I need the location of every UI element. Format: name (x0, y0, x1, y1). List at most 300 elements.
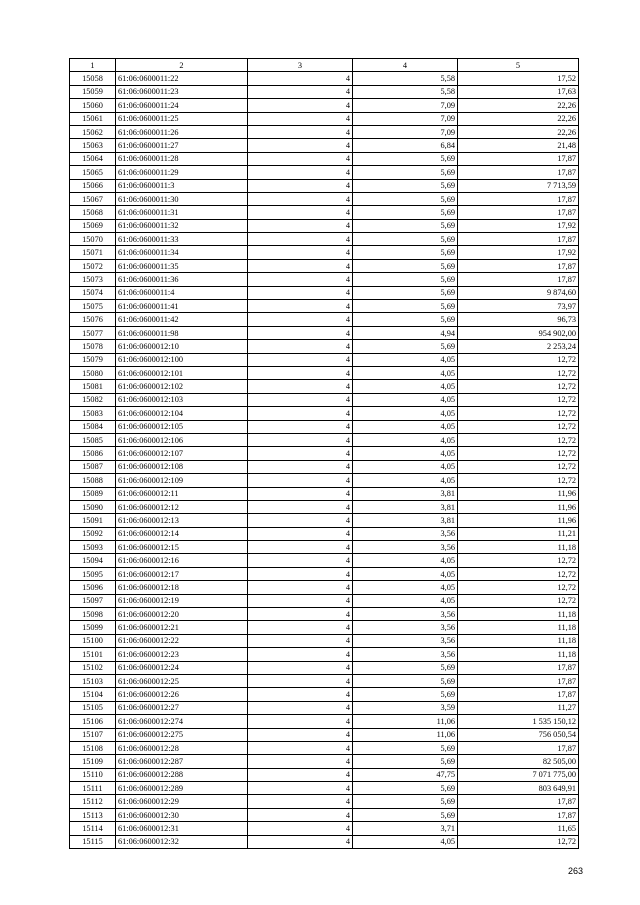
rate-cell: 4,05 (353, 353, 458, 366)
rate-cell: 4,05 (353, 567, 458, 580)
rate-cell: 5,69 (353, 192, 458, 205)
category-cell: 4 (248, 768, 353, 781)
rate-cell: 4,05 (353, 594, 458, 607)
table-row (70, 527, 579, 540)
category-cell: 4 (248, 72, 353, 85)
rate-cell: 11,06 (353, 715, 458, 728)
row-number-cell: 15074 (70, 286, 116, 299)
cadastral-number-cell: 61:06:0600012:21 (116, 621, 248, 634)
cadastral-number-cell: 61:06:0600011:33 (116, 233, 248, 246)
table-row (70, 259, 579, 272)
cadastral-number-cell: 61:06:0600012:20 (116, 608, 248, 621)
table-row (70, 206, 579, 219)
amount-cell: 17,87 (458, 233, 579, 246)
category-cell: 4 (248, 380, 353, 393)
table-row (70, 487, 579, 500)
row-number-cell: 15084 (70, 420, 116, 433)
table-row (70, 715, 579, 728)
category-cell: 4 (248, 219, 353, 232)
category-cell: 4 (248, 313, 353, 326)
table-row (70, 353, 579, 366)
row-number-cell: 15066 (70, 179, 116, 192)
rate-cell: 5,69 (353, 233, 458, 246)
cadastral-number-cell: 61:06:0600012:32 (116, 835, 248, 848)
cadastral-number-cell: 61:06:0600011:30 (116, 192, 248, 205)
cadastral-number-cell: 61:06:0600011:3 (116, 179, 248, 192)
amount-cell: 17,87 (458, 808, 579, 821)
cadastral-number-cell: 61:06:0600012:104 (116, 407, 248, 420)
category-cell: 4 (248, 487, 353, 500)
row-number-cell: 15102 (70, 661, 116, 674)
rate-cell: 4,05 (353, 460, 458, 473)
row-number-cell: 15065 (70, 166, 116, 179)
category-cell: 4 (248, 634, 353, 647)
amount-cell: 82 505,00 (458, 755, 579, 768)
row-number-cell: 15073 (70, 273, 116, 286)
table-row (70, 621, 579, 634)
amount-cell: 17,87 (458, 795, 579, 808)
amount-cell: 17,92 (458, 246, 579, 259)
row-number-cell: 15067 (70, 192, 116, 205)
amount-cell: 22,26 (458, 112, 579, 125)
rate-cell: 4,05 (353, 407, 458, 420)
row-number-cell: 15089 (70, 487, 116, 500)
table-row (70, 192, 579, 205)
cadastral-number-cell: 61:06:0600011:26 (116, 125, 248, 138)
row-number-cell: 15112 (70, 795, 116, 808)
table-row (70, 822, 579, 835)
category-cell: 4 (248, 648, 353, 661)
data-table (69, 58, 579, 849)
amount-cell: 1 535 150,12 (458, 715, 579, 728)
category-cell: 4 (248, 447, 353, 460)
table-row (70, 273, 579, 286)
table-row (70, 594, 579, 607)
column-header-2: 2 (116, 59, 248, 72)
amount-cell: 9 874,60 (458, 286, 579, 299)
category-cell: 4 (248, 152, 353, 165)
table-body (70, 72, 579, 849)
category-cell: 4 (248, 701, 353, 714)
amount-cell: 22,26 (458, 99, 579, 112)
row-number-cell: 15103 (70, 674, 116, 687)
cadastral-number-cell: 61:06:0600012:16 (116, 554, 248, 567)
category-cell: 4 (248, 715, 353, 728)
rate-cell: 4,05 (353, 581, 458, 594)
rate-cell: 5,58 (353, 85, 458, 98)
row-number-cell: 15091 (70, 514, 116, 527)
category-cell: 4 (248, 206, 353, 219)
rate-cell: 5,69 (353, 782, 458, 795)
cadastral-number-cell: 61:06:0600012:17 (116, 567, 248, 580)
cadastral-number-cell: 61:06:0600012:24 (116, 661, 248, 674)
category-cell: 4 (248, 366, 353, 379)
amount-cell: 12,72 (458, 581, 579, 594)
amount-cell: 12,72 (458, 393, 579, 406)
rate-cell: 4,05 (353, 433, 458, 446)
cadastral-number-cell: 61:06:0600012:274 (116, 715, 248, 728)
amount-cell: 11,27 (458, 701, 579, 714)
cadastral-number-cell: 61:06:0600011:28 (116, 152, 248, 165)
table-row (70, 755, 579, 768)
amount-cell: 11,18 (458, 608, 579, 621)
amount-cell: 12,72 (458, 407, 579, 420)
amount-cell: 954 902,00 (458, 326, 579, 339)
amount-cell: 17,87 (458, 273, 579, 286)
cadastral-number-cell: 61:06:0600011:36 (116, 273, 248, 286)
category-cell: 4 (248, 782, 353, 795)
cadastral-number-cell: 61:06:0600012:26 (116, 688, 248, 701)
table-row (70, 125, 579, 138)
category-cell: 4 (248, 340, 353, 353)
rate-cell: 4,05 (353, 380, 458, 393)
row-number-cell: 15095 (70, 567, 116, 580)
cadastral-number-cell: 61:06:0600011:22 (116, 72, 248, 85)
row-number-cell: 15093 (70, 541, 116, 554)
row-number-cell: 15092 (70, 527, 116, 540)
category-cell: 4 (248, 835, 353, 848)
cadastral-number-cell: 61:06:0600012:10 (116, 340, 248, 353)
amount-cell: 17,92 (458, 219, 579, 232)
amount-cell: 17,87 (458, 741, 579, 754)
table-row (70, 313, 579, 326)
row-number-cell: 15111 (70, 782, 116, 795)
cadastral-number-cell: 61:06:0600012:12 (116, 500, 248, 513)
amount-cell: 17,87 (458, 674, 579, 687)
category-cell: 4 (248, 741, 353, 754)
table-row (70, 474, 579, 487)
table-row (70, 326, 579, 339)
rate-cell: 5,69 (353, 206, 458, 219)
cadastral-number-cell: 61:06:0600011:98 (116, 326, 248, 339)
amount-cell: 96,73 (458, 313, 579, 326)
table-row (70, 567, 579, 580)
cadastral-number-cell: 61:06:0600012:109 (116, 474, 248, 487)
amount-cell: 12,72 (458, 447, 579, 460)
amount-cell: 11,96 (458, 487, 579, 500)
category-cell: 4 (248, 661, 353, 674)
table-row (70, 72, 579, 85)
amount-cell: 12,72 (458, 835, 579, 848)
cadastral-number-cell: 61:06:0600011:32 (116, 219, 248, 232)
category-cell: 4 (248, 808, 353, 821)
row-number-cell: 15099 (70, 621, 116, 634)
cadastral-number-cell: 61:06:0600012:31 (116, 822, 248, 835)
table-row (70, 661, 579, 674)
table-row (70, 366, 579, 379)
category-cell: 4 (248, 407, 353, 420)
amount-cell: 17,87 (458, 152, 579, 165)
category-cell: 4 (248, 755, 353, 768)
row-number-cell: 15071 (70, 246, 116, 259)
category-cell: 4 (248, 474, 353, 487)
category-cell: 4 (248, 500, 353, 513)
row-number-cell: 15113 (70, 808, 116, 821)
rate-cell: 4,05 (353, 393, 458, 406)
rate-cell: 5,69 (353, 340, 458, 353)
amount-cell: 11,21 (458, 527, 579, 540)
amount-cell: 12,72 (458, 474, 579, 487)
cadastral-number-cell: 61:06:0600011:23 (116, 85, 248, 98)
rate-cell: 6,84 (353, 139, 458, 152)
rate-cell: 4,05 (353, 554, 458, 567)
table-row (70, 795, 579, 808)
category-cell: 4 (248, 460, 353, 473)
table-row (70, 674, 579, 687)
category-cell: 4 (248, 514, 353, 527)
table-row (70, 688, 579, 701)
row-number-cell: 15100 (70, 634, 116, 647)
rate-cell: 3,56 (353, 527, 458, 540)
category-cell: 4 (248, 541, 353, 554)
rate-cell: 3,81 (353, 514, 458, 527)
table-row (70, 835, 579, 848)
amount-cell: 12,72 (458, 554, 579, 567)
row-number-cell: 15081 (70, 380, 116, 393)
rate-cell: 4,05 (353, 474, 458, 487)
rate-cell: 5,69 (353, 741, 458, 754)
cadastral-number-cell: 61:06:0600011:29 (116, 166, 248, 179)
row-number-cell: 15059 (70, 85, 116, 98)
rate-cell: 5,69 (353, 313, 458, 326)
cadastral-number-cell: 61:06:0600012:27 (116, 701, 248, 714)
category-cell: 4 (248, 166, 353, 179)
amount-cell: 11,65 (458, 822, 579, 835)
amount-cell: 11,96 (458, 514, 579, 527)
amount-cell: 17,87 (458, 206, 579, 219)
row-number-cell: 15115 (70, 835, 116, 848)
category-cell: 4 (248, 608, 353, 621)
row-number-cell: 15063 (70, 139, 116, 152)
category-cell: 4 (248, 527, 353, 540)
cadastral-number-cell: 61:06:0600011:31 (116, 206, 248, 219)
column-header-4: 4 (353, 59, 458, 72)
amount-cell: 12,72 (458, 460, 579, 473)
rate-cell: 5,69 (353, 808, 458, 821)
row-number-cell: 15086 (70, 447, 116, 460)
table-row (70, 99, 579, 112)
row-number-cell: 15098 (70, 608, 116, 621)
table-row (70, 380, 579, 393)
rate-cell: 3,56 (353, 634, 458, 647)
row-number-cell: 15101 (70, 648, 116, 661)
table-row (70, 808, 579, 821)
rate-cell: 5,69 (353, 300, 458, 313)
amount-cell: 12,72 (458, 353, 579, 366)
cadastral-number-cell: 61:06:0600011:4 (116, 286, 248, 299)
amount-cell: 11,96 (458, 500, 579, 513)
table-row (70, 219, 579, 232)
rate-cell: 5,69 (353, 152, 458, 165)
row-number-cell: 15070 (70, 233, 116, 246)
category-cell: 4 (248, 554, 353, 567)
rate-cell: 5,69 (353, 795, 458, 808)
cadastral-number-cell: 61:06:0600012:287 (116, 755, 248, 768)
column-header-3: 3 (248, 59, 353, 72)
cadastral-number-cell: 61:06:0600012:22 (116, 634, 248, 647)
row-number-cell: 15085 (70, 433, 116, 446)
amount-cell: 7 713,59 (458, 179, 579, 192)
table-row (70, 152, 579, 165)
category-cell: 4 (248, 125, 353, 138)
table-header (70, 59, 579, 72)
cadastral-number-cell: 61:06:0600011:34 (116, 246, 248, 259)
cadastral-number-cell: 61:06:0600011:24 (116, 99, 248, 112)
row-number-cell: 15114 (70, 822, 116, 835)
rate-cell: 3,71 (353, 822, 458, 835)
rate-cell: 3,59 (353, 701, 458, 714)
cadastral-number-cell: 61:06:0600012:25 (116, 674, 248, 687)
row-number-cell: 15088 (70, 474, 116, 487)
amount-cell: 22,26 (458, 125, 579, 138)
table-row (70, 166, 579, 179)
amount-cell: 12,72 (458, 380, 579, 393)
table-row (70, 286, 579, 299)
rate-cell: 7,09 (353, 125, 458, 138)
rate-cell: 47,75 (353, 768, 458, 781)
rate-cell: 7,09 (353, 112, 458, 125)
rate-cell: 11,06 (353, 728, 458, 741)
amount-cell: 756 050,54 (458, 728, 579, 741)
row-number-cell: 15077 (70, 326, 116, 339)
row-number-cell: 15062 (70, 125, 116, 138)
rate-cell: 3,56 (353, 648, 458, 661)
table-row (70, 407, 579, 420)
cadastral-number-cell: 61:06:0600012:100 (116, 353, 248, 366)
rate-cell: 3,81 (353, 500, 458, 513)
amount-cell: 17,87 (458, 688, 579, 701)
rate-cell: 4,94 (353, 326, 458, 339)
amount-cell: 17,87 (458, 192, 579, 205)
category-cell: 4 (248, 433, 353, 446)
cadastral-number-cell: 61:06:0600012:105 (116, 420, 248, 433)
rate-cell: 5,69 (353, 179, 458, 192)
row-number-cell: 15082 (70, 393, 116, 406)
row-number-cell: 15075 (70, 300, 116, 313)
rate-cell: 5,58 (353, 72, 458, 85)
table-row (70, 768, 579, 781)
category-cell: 4 (248, 259, 353, 272)
table-row (70, 233, 579, 246)
cadastral-number-cell: 61:06:0600012:106 (116, 433, 248, 446)
cadastral-number-cell: 61:06:0600012:30 (116, 808, 248, 821)
rate-cell: 4,05 (353, 420, 458, 433)
row-number-cell: 15096 (70, 581, 116, 594)
category-cell: 4 (248, 192, 353, 205)
rate-cell: 5,69 (353, 259, 458, 272)
column-header-1: 1 (70, 59, 116, 72)
table-row (70, 179, 579, 192)
rate-cell: 4,05 (353, 447, 458, 460)
row-number-cell: 15109 (70, 755, 116, 768)
table-row (70, 393, 579, 406)
category-cell: 4 (248, 286, 353, 299)
cadastral-number-cell: 61:06:0600012:19 (116, 594, 248, 607)
category-cell: 4 (248, 233, 353, 246)
rate-cell: 7,09 (353, 99, 458, 112)
table-row (70, 460, 579, 473)
category-cell: 4 (248, 594, 353, 607)
table-row (70, 782, 579, 795)
amount-cell: 11,18 (458, 648, 579, 661)
rate-cell: 5,69 (353, 688, 458, 701)
rate-cell: 5,69 (353, 674, 458, 687)
rate-cell: 3,56 (353, 541, 458, 554)
row-number-cell: 15094 (70, 554, 116, 567)
cadastral-number-cell: 61:06:0600012:275 (116, 728, 248, 741)
rate-cell: 4,05 (353, 835, 458, 848)
rate-cell: 5,69 (353, 246, 458, 259)
cadastral-number-cell: 61:06:0600012:28 (116, 741, 248, 754)
table-row (70, 433, 579, 446)
amount-cell: 17,87 (458, 259, 579, 272)
cadastral-number-cell: 61:06:0600012:18 (116, 581, 248, 594)
cadastral-number-cell: 61:06:0600011:27 (116, 139, 248, 152)
row-number-cell: 15110 (70, 768, 116, 781)
cadastral-number-cell: 61:06:0600011:42 (116, 313, 248, 326)
category-cell: 4 (248, 420, 353, 433)
table-row (70, 741, 579, 754)
table-row (70, 112, 579, 125)
amount-cell: 11,18 (458, 634, 579, 647)
table-row (70, 139, 579, 152)
category-cell: 4 (248, 139, 353, 152)
amount-cell: 11,18 (458, 541, 579, 554)
category-cell: 4 (248, 300, 353, 313)
category-cell: 4 (248, 353, 353, 366)
table-row (70, 581, 579, 594)
cadastral-number-cell: 61:06:0600012:103 (116, 393, 248, 406)
table-row (70, 701, 579, 714)
cadastral-number-cell: 61:06:0600012:102 (116, 380, 248, 393)
category-cell: 4 (248, 246, 353, 259)
category-cell: 4 (248, 273, 353, 286)
table-row (70, 608, 579, 621)
table-row (70, 246, 579, 259)
header-row (70, 59, 579, 72)
cadastral-number-cell: 61:06:0600012:107 (116, 447, 248, 460)
category-cell: 4 (248, 85, 353, 98)
rate-cell: 4,05 (353, 366, 458, 379)
category-cell: 4 (248, 621, 353, 634)
amount-cell: 12,72 (458, 594, 579, 607)
table-row (70, 728, 579, 741)
rate-cell: 3,56 (353, 621, 458, 634)
amount-cell: 2 253,24 (458, 340, 579, 353)
cadastral-number-cell: 61:06:0600012:15 (116, 541, 248, 554)
cadastral-number-cell: 61:06:0600012:11 (116, 487, 248, 500)
cadastral-number-cell: 61:06:0600012:289 (116, 782, 248, 795)
row-number-cell: 15087 (70, 460, 116, 473)
table-row (70, 420, 579, 433)
row-number-cell: 15060 (70, 99, 116, 112)
category-cell: 4 (248, 326, 353, 339)
amount-cell: 12,72 (458, 420, 579, 433)
row-number-cell: 15079 (70, 353, 116, 366)
amount-cell: 12,72 (458, 366, 579, 379)
cadastral-number-cell: 61:06:0600012:108 (116, 460, 248, 473)
row-number-cell: 15097 (70, 594, 116, 607)
amount-cell: 12,72 (458, 567, 579, 580)
table-row (70, 300, 579, 313)
amount-cell: 11,18 (458, 621, 579, 634)
rate-cell: 3,56 (353, 608, 458, 621)
cadastral-number-cell: 61:06:0600011:35 (116, 259, 248, 272)
amount-cell: 17,87 (458, 661, 579, 674)
category-cell: 4 (248, 822, 353, 835)
row-number-cell: 15104 (70, 688, 116, 701)
table-row (70, 514, 579, 527)
